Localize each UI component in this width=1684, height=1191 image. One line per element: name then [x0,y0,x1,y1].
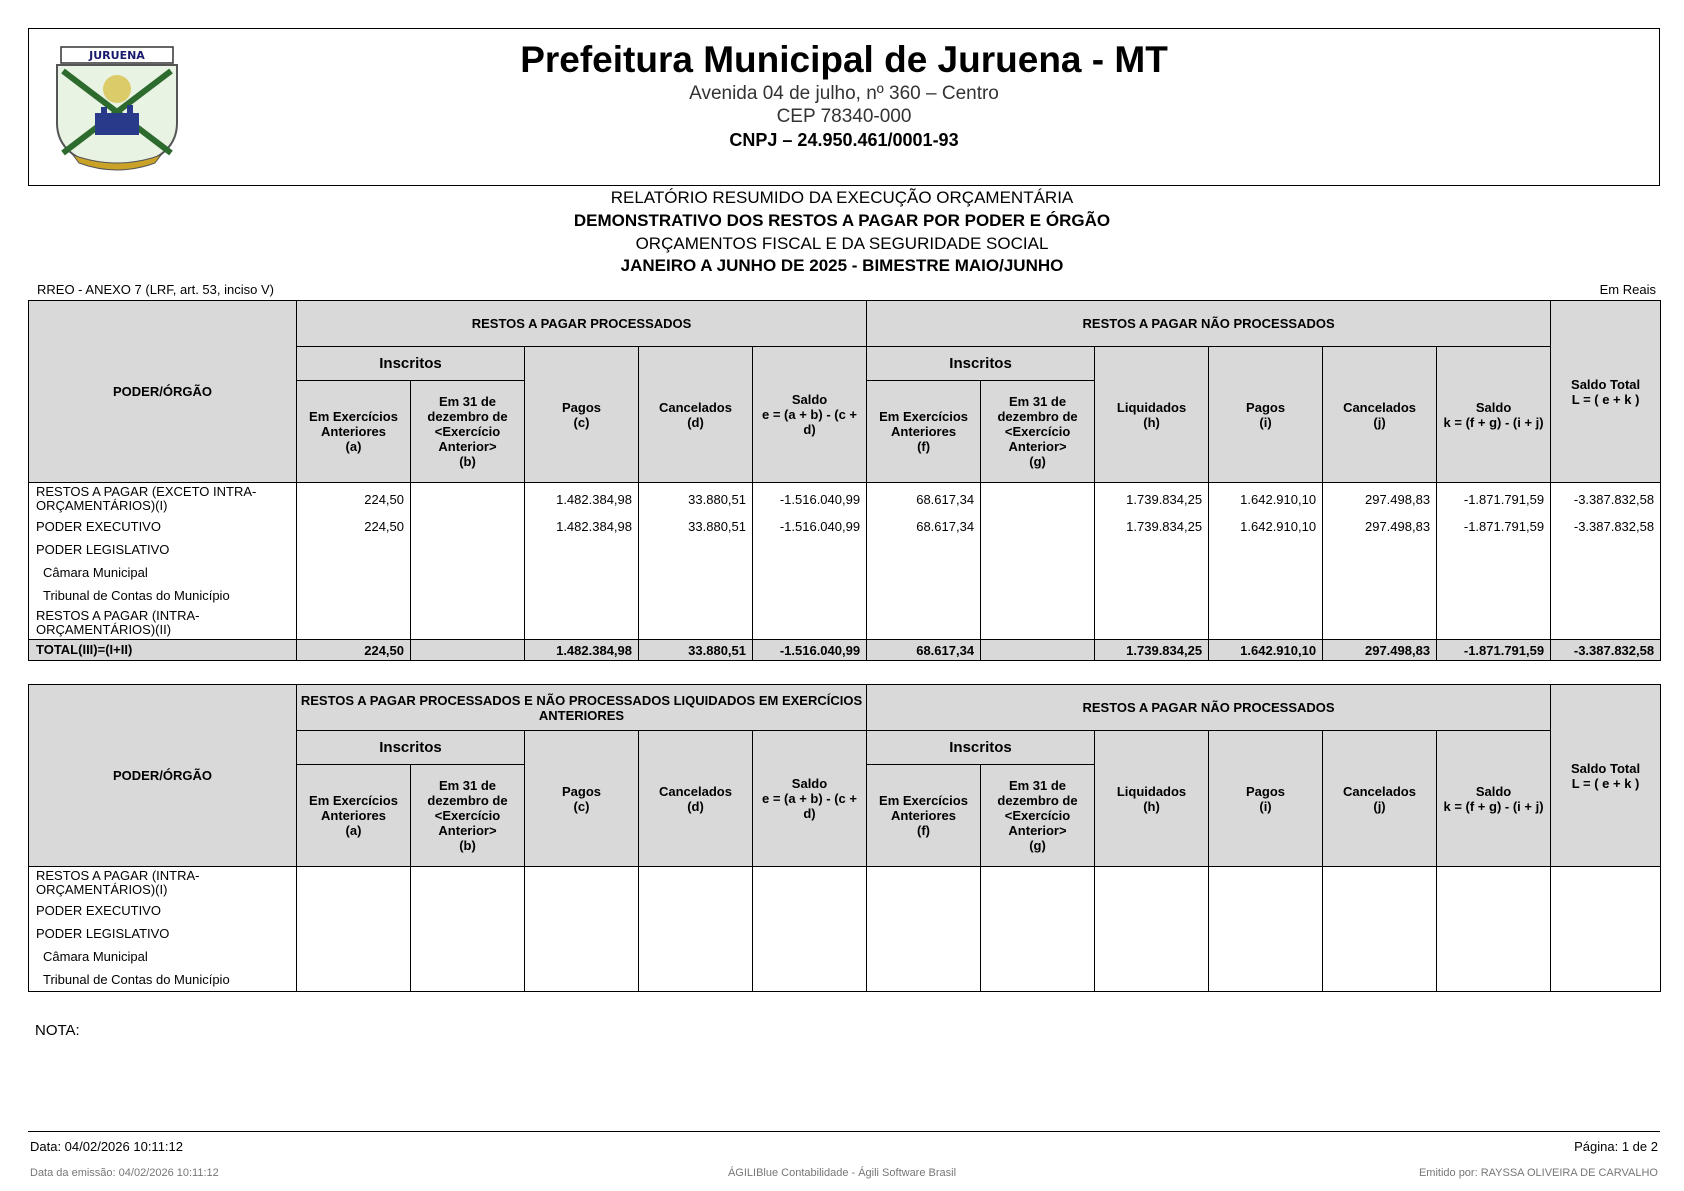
cell-k [1437,607,1551,640]
cell-d: 33.880,51 [639,483,753,516]
cell-j [1323,561,1437,584]
cell-c [525,584,639,607]
cell-b [411,899,525,922]
row-label: Tribunal de Contas do Município [29,584,297,607]
cell-b [411,538,525,561]
header-liquidados-h: Liquidados (h) [1095,347,1209,483]
cell-j: 297.498,83 [1323,483,1437,516]
table-row [29,968,1661,992]
total-cell-d: 33.880,51 [639,640,753,661]
footer-emitted-by: Emitido por: RAYSSA OLIVEIRA DE CARVALHO [1418,1167,1658,1179]
cell-k [1437,899,1551,922]
cell-d: 33.880,51 [639,515,753,538]
cell-f [867,538,981,561]
footer-emission-date: Data da emissão: 04/02/2026 10:11:12 [30,1167,219,1179]
unit-label: Em Reais [1599,282,1656,297]
cell-i [1209,922,1323,945]
cell-j [1323,538,1437,561]
total-cell-b [411,640,525,661]
cell-c [525,561,639,584]
cell-h: 1.739.834,25 [1095,515,1209,538]
header-pagos-c: Pagos (c) [525,731,639,867]
total-cell-f: 68.617,34 [867,640,981,661]
cell-l [1551,607,1661,640]
cell-b [411,945,525,968]
cell-b [411,922,525,945]
cell-l [1551,867,1661,900]
header-pagos-i: Pagos (i) [1209,731,1323,867]
cell-e [753,607,867,640]
cell-i [1209,867,1323,900]
total-cell-g [981,640,1095,661]
cell-a: 224,50 [297,515,411,538]
cell-a: 224,50 [297,483,411,516]
cell-g [981,867,1095,900]
cell-b [411,968,525,992]
cell-k [1437,867,1551,900]
report-line-1: RELATÓRIO RESUMIDO DA EXECUÇÃO ORÇAMENTÁRIA [610,188,1074,207]
cell-h: 1.739.834,25 [1095,483,1209,516]
cell-d [639,584,753,607]
total-cell-c: 1.482.384,98 [525,640,639,661]
cell-g [981,561,1095,584]
cell-d [639,968,753,992]
cell-a [297,899,411,922]
cell-i [1209,561,1323,584]
org-title: Prefeitura Municipal de Juruena - MT [520,39,1168,80]
cell-e [753,945,867,968]
cell-e [753,538,867,561]
cell-h [1095,867,1209,900]
cell-d [639,867,753,900]
cell-i [1209,968,1323,992]
header-liquidados-h: Liquidados (h) [1095,731,1209,867]
header-saldo-e: Saldo e = (a + b) - (c + d) [753,347,867,483]
cell-a [297,607,411,640]
cell-a [297,968,411,992]
cell-l [1551,561,1661,584]
cell-h [1095,584,1209,607]
cell-i [1209,945,1323,968]
cell-j [1323,922,1437,945]
header-em-exercicios-a: Em Exercícios Anteriores (a) [297,381,411,483]
report-line-2: DEMONSTRATIVO DOS RESTOS A PAGAR POR PODER E ÓRGÃO [573,211,1111,230]
header-em-31-b: Em 31 de dezembro de <Exercício Anterior> (b) [411,381,525,483]
coat-of-arms-logo [43,43,191,171]
cell-f [867,945,981,968]
cell-f: 68.617,34 [867,483,981,516]
cell-g [981,607,1095,640]
header-saldo-total: Saldo Total L = ( e + k ) [1551,301,1661,483]
row-label: Câmara Municipal [29,561,297,584]
cell-a [297,561,411,584]
cell-k: -1.871.791,59 [1437,483,1551,516]
org-cep: CEP 78340-000 [776,106,912,127]
footer-date: Data: 04/02/2026 10:11:12 [30,1139,183,1154]
cell-d [639,922,753,945]
total-cell-e: -1.516.040,99 [753,640,867,661]
cell-k: -1.871.791,59 [1437,515,1551,538]
cell-h [1095,899,1209,922]
total-cell-a: 224,50 [297,640,411,661]
cell-j [1323,584,1437,607]
org-cnpj: CNPJ – 24.950.461/0001-93 [729,130,959,150]
table-row [29,607,1661,640]
cell-h [1095,538,1209,561]
cell-k [1437,922,1551,945]
row-label: Câmara Municipal [29,945,297,968]
header-em-exercicios-f: Em Exercícios Anteriores (f) [867,765,981,867]
header-pagos-c: Pagos (c) [525,347,639,483]
cell-l [1551,899,1661,922]
cell-c [525,945,639,968]
row-label: RESTOS A PAGAR (INTRA-ORÇAMENTÁRIOS)(I) [29,867,297,900]
cell-h [1095,945,1209,968]
cell-d [639,538,753,561]
cell-a [297,922,411,945]
nota-label: NOTA: [35,1022,80,1039]
cell-f [867,584,981,607]
cell-b [411,584,525,607]
header-box [28,28,1660,186]
cell-j [1323,945,1437,968]
cell-l: -3.387.832,58 [1551,483,1661,516]
cell-c [525,538,639,561]
header-em-exercicios-f: Em Exercícios Anteriores (f) [867,381,981,483]
header-group-processados-liquidados: RESTOS A PAGAR PROCESSADOS E NÃO PROCESSADOS LIQUIDADOS EM EXERCÍCIOS ANTERIORES [297,685,867,731]
header-em-31-b: Em 31 de dezembro de <Exercício Anterior> (b) [411,765,525,867]
row-label: RESTOS A PAGAR (EXCETO INTRA-ORÇAMENTÁRIOS)(I) [29,483,297,516]
cell-k [1437,945,1551,968]
cell-a [297,945,411,968]
header-group-nao-processados: RESTOS A PAGAR NÃO PROCESSADOS [867,685,1551,731]
cell-i: 1.642.910,10 [1209,483,1323,516]
header-group-processados: RESTOS A PAGAR PROCESSADOS [297,301,867,347]
cell-g [981,968,1095,992]
cell-f: 68.617,34 [867,515,981,538]
total-cell-i: 1.642.910,10 [1209,640,1323,661]
restos-a-pagar-table [28,300,1661,661]
cell-e [753,968,867,992]
cell-e [753,922,867,945]
cell-e: -1.516.040,99 [753,483,867,516]
cell-l: -3.387.832,58 [1551,515,1661,538]
cell-e [753,867,867,900]
header-saldo-k: Saldo k = (f + g) - (i + j) [1437,347,1551,483]
cell-a [297,538,411,561]
cell-g [981,538,1095,561]
cell-b [411,607,525,640]
row-label: PODER LEGISLATIVO [29,538,297,561]
row-label: PODER EXECUTIVO [29,899,297,922]
cell-h [1095,968,1209,992]
header-saldo-k: Saldo k = (f + g) - (i + j) [1437,731,1551,867]
cell-k [1437,538,1551,561]
cell-i [1209,584,1323,607]
total-cell-k: -1.871.791,59 [1437,640,1551,661]
cell-g [981,515,1095,538]
cell-d [639,607,753,640]
total-cell-h: 1.739.834,25 [1095,640,1209,661]
cell-a [297,867,411,900]
cell-c [525,922,639,945]
total-label: TOTAL(III)=(I+II) [29,640,297,661]
report-line-3: ORÇAMENTOS FISCAL E DA SEGURIDADE SOCIAL [635,234,1049,253]
cell-g [981,483,1095,516]
header-inscritos: Inscritos [867,347,1095,381]
total-cell-l: -3.387.832,58 [1551,640,1661,661]
header-saldo-total: Saldo Total L = ( e + k ) [1551,685,1661,867]
cell-b [411,515,525,538]
cell-d [639,561,753,584]
cell-c: 1.482.384,98 [525,483,639,516]
cell-c: 1.482.384,98 [525,515,639,538]
header-cancelados-j: Cancelados (j) [1323,347,1437,483]
cell-i [1209,607,1323,640]
cell-g [981,945,1095,968]
header-em-exercicios-a: Em Exercícios Anteriores (a) [297,765,411,867]
cell-l [1551,968,1661,992]
cell-d [639,899,753,922]
annex-label: RREO - ANEXO 7 (LRF, art. 53, inciso V) [37,282,274,297]
cell-c [525,867,639,900]
header-poder-orgao: PODER/ÓRGÃO [29,301,297,483]
cell-j [1323,607,1437,640]
total-row [29,640,1661,661]
header-pagos-i: Pagos (i) [1209,347,1323,483]
header-inscritos: Inscritos [297,347,525,381]
cell-i [1209,538,1323,561]
header-poder-orgao: PODER/ÓRGÃO [29,685,297,867]
cell-g [981,922,1095,945]
footer-page: Página: 1 de 2 [1574,1139,1658,1154]
cell-e [753,899,867,922]
cell-b [411,867,525,900]
cell-l [1551,584,1661,607]
header-inscritos: Inscritos [867,731,1095,765]
cell-j [1323,867,1437,900]
cell-f [867,561,981,584]
footer-divider [28,1131,1660,1132]
cell-h [1095,607,1209,640]
cell-f [867,607,981,640]
header-saldo-e: Saldo e = (a + b) - (c + d) [753,731,867,867]
header-em-31-g: Em 31 de dezembro de <Exercício Anterior> (g) [981,381,1095,483]
cell-h [1095,561,1209,584]
cell-k [1437,584,1551,607]
cell-e: -1.516.040,99 [753,515,867,538]
table-row [29,922,1661,945]
cell-j [1323,968,1437,992]
table-row [29,538,1661,561]
table-row [29,945,1661,968]
cell-l [1551,922,1661,945]
table-row [29,867,1661,900]
cell-k [1437,968,1551,992]
cell-b [411,483,525,516]
org-address: Avenida 04 de julho, nº 360 – Centro [689,83,999,104]
cell-g [981,899,1095,922]
cell-a [297,584,411,607]
row-label: RESTOS A PAGAR (INTRA-ORÇAMENTÁRIOS)(II) [29,607,297,640]
header-cancelados-d: Cancelados (d) [639,731,753,867]
header-inscritos: Inscritos [297,731,525,765]
table-row [29,899,1661,922]
cell-i: 1.642.910,10 [1209,515,1323,538]
table-row [29,515,1661,538]
footer-software: ÁGILIBlue Contabilidade - Ágili Software Brasil [727,1167,957,1179]
cell-j: 297.498,83 [1323,515,1437,538]
cell-e [753,561,867,584]
cell-i [1209,899,1323,922]
restos-a-pagar-liquidados-table [28,684,1661,992]
cell-d [639,945,753,968]
cell-f [867,968,981,992]
header-group-nao-processados: RESTOS A PAGAR NÃO PROCESSADOS [867,301,1551,347]
cell-h [1095,922,1209,945]
cell-c [525,968,639,992]
report-line-4: JANEIRO A JUNHO DE 2025 - BIMESTRE MAIO/JUNHO [620,256,1064,275]
cell-g [981,584,1095,607]
cell-f [867,922,981,945]
cell-j [1323,899,1437,922]
cell-l [1551,945,1661,968]
table-row [29,561,1661,584]
row-label: Tribunal de Contas do Município [29,968,297,992]
cell-f [867,867,981,900]
cell-f [867,899,981,922]
cell-c [525,607,639,640]
header-cancelados-j: Cancelados (j) [1323,731,1437,867]
total-cell-j: 297.498,83 [1323,640,1437,661]
cell-k [1437,561,1551,584]
svg-text:JURUENA: JURUENA [89,49,145,62]
cell-b [411,561,525,584]
cell-c [525,899,639,922]
table-row [29,483,1661,516]
table-row [29,584,1661,607]
header-cancelados-d: Cancelados (d) [639,347,753,483]
cell-l [1551,538,1661,561]
row-label: PODER EXECUTIVO [29,515,297,538]
row-label: PODER LEGISLATIVO [29,922,297,945]
cell-e [753,584,867,607]
header-em-31-g: Em 31 de dezembro de <Exercício Anterior> (g) [981,765,1095,867]
